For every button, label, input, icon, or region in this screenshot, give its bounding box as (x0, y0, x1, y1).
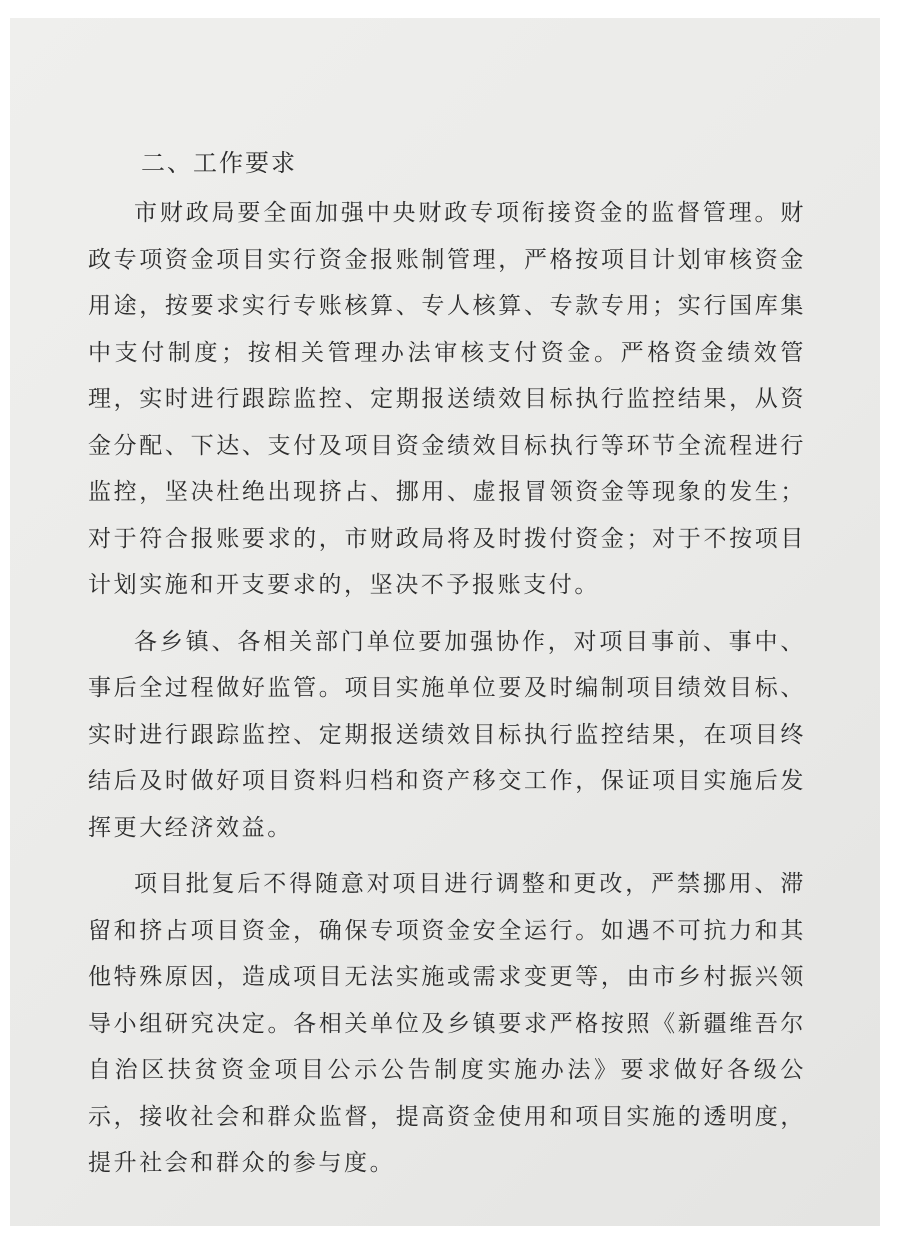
section-heading: 二、工作要求 (141, 149, 297, 177)
paragraph-3: 项目批复后不得随意对项目进行调整和更改，严禁挪用、滞留和挤占项目资金，确保专项资金安全运行。如遇不可抗力和其他特殊原因，造成项目无法实施或需求变更等，由市乡村振兴领导小组研究决定。各相关单位及乡镇要求严格按照《新疆维吾尔自治区扶贫资金项目公示公告制度实施办法》要求做好各级公示，接收社会和群众监督，提高资金使用和项目实施的透明度，提升社会和群众的参与度。 (88, 871, 806, 1176)
paragraph-1: 市财政局要全面加强中央财政专项衔接资金的监督管理。财政专项资金项目实行资金报账制管理，严格按项目计划审核资金用途，按要求实行专账核算、专人核算、专款专用；实行国库集中支付制度；按相关管理办法审核支付资金。严格资金绩效管理，实时进行跟踪监控、定期报送绩效目标执行监控结果，从资金分配、下达、支付及项目资金绩效目标执行等环节全流程进行监控，坚决杜绝出现挤占、挪用、虚报冒领资金等现象的发生；对于符合报账要求的，市财政局将及时拨付资金；对于不按项目计划实施和开支要求的，坚决不予报账支付。 (88, 200, 806, 598)
document-body (88, 148, 806, 1197)
document-page (10, 18, 880, 1226)
paragraph-2: 各乡镇、各相关部门单位要加强协作，对项目事前、事中、事后全过程做好监管。项目实施单位要及时编制项目绩效目标、实时进行跟踪监控、定期报送绩效目标执行监控结果，在项目终结后及时做好项目资料归档和资产移交工作，保证项目实施后发挥更大经济效益。 (88, 628, 806, 841)
